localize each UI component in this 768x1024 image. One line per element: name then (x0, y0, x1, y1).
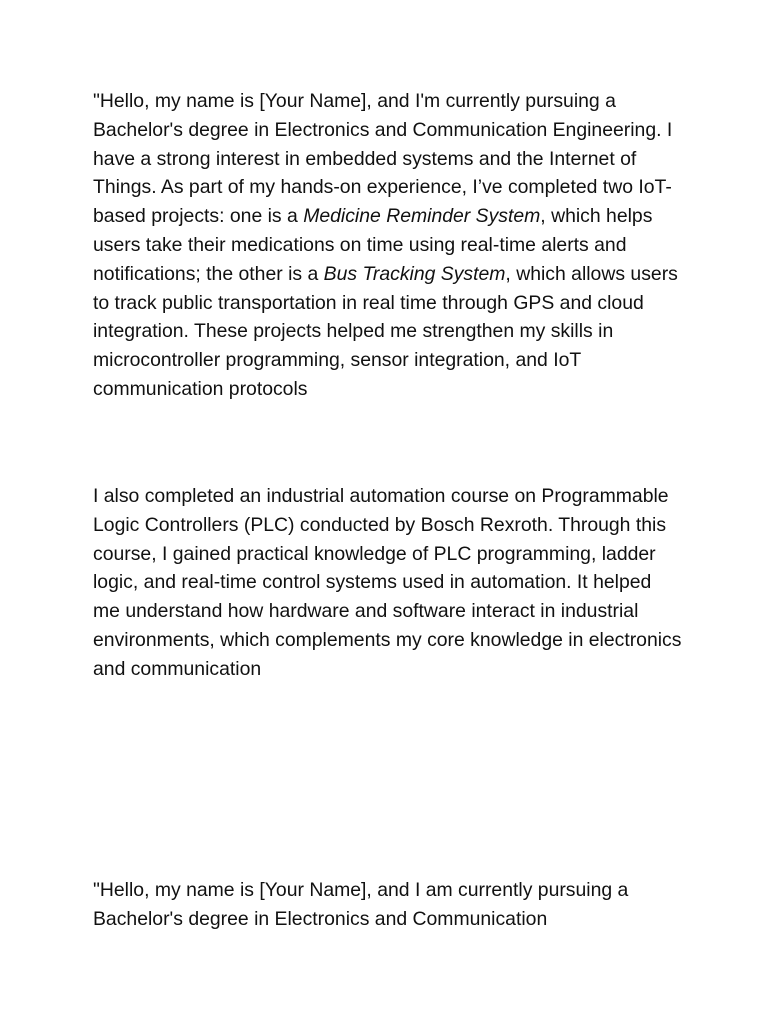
intro-text-part-3: , which allows users to track public transportation in real time through GPS and cloud integration. These projects helped me strengthen my skills in microcontroller programming, sensor integration, and IoT communication protocols (93, 262, 678, 400)
plc-course-paragraph: I also completed an industrial automation course on Programmable Logic Controllers (PLC) conducted by Bosch Rexroth. Through this course, I gained practical knowledge of PLC programming, ladder logic, and real-time control systems used in automation. It helped me understand how hardware and software interact in industrial environments, which complements my core knowledge in electronics and communication (93, 485, 682, 680)
repeated-intro-paragraph: "Hello, my name is [Your Name], and I am currently pursuing a Bachelor's degree in Electronics and Communication (93, 879, 629, 930)
intro-text-part-1: "Hello, my name is [Your Name], and I'm currently pursuing a Bachelor's degree in Electronics and Communication Engineering. I have a strong interest in embedded systems and the Internet of Things. As part of my hands-on experience, I’ve completed two IoT-based projects: one is a (93, 90, 673, 228)
intro-paragraph (93, 87, 683, 404)
intro-text-part-2: , which helps users take their medications on time using real-time alerts and notifications; the other is a (93, 205, 653, 285)
bus-tracking-project-title: Bus Tracking System (323, 262, 506, 285)
medicine-reminder-project-title: Medicine Reminder System (303, 205, 541, 228)
